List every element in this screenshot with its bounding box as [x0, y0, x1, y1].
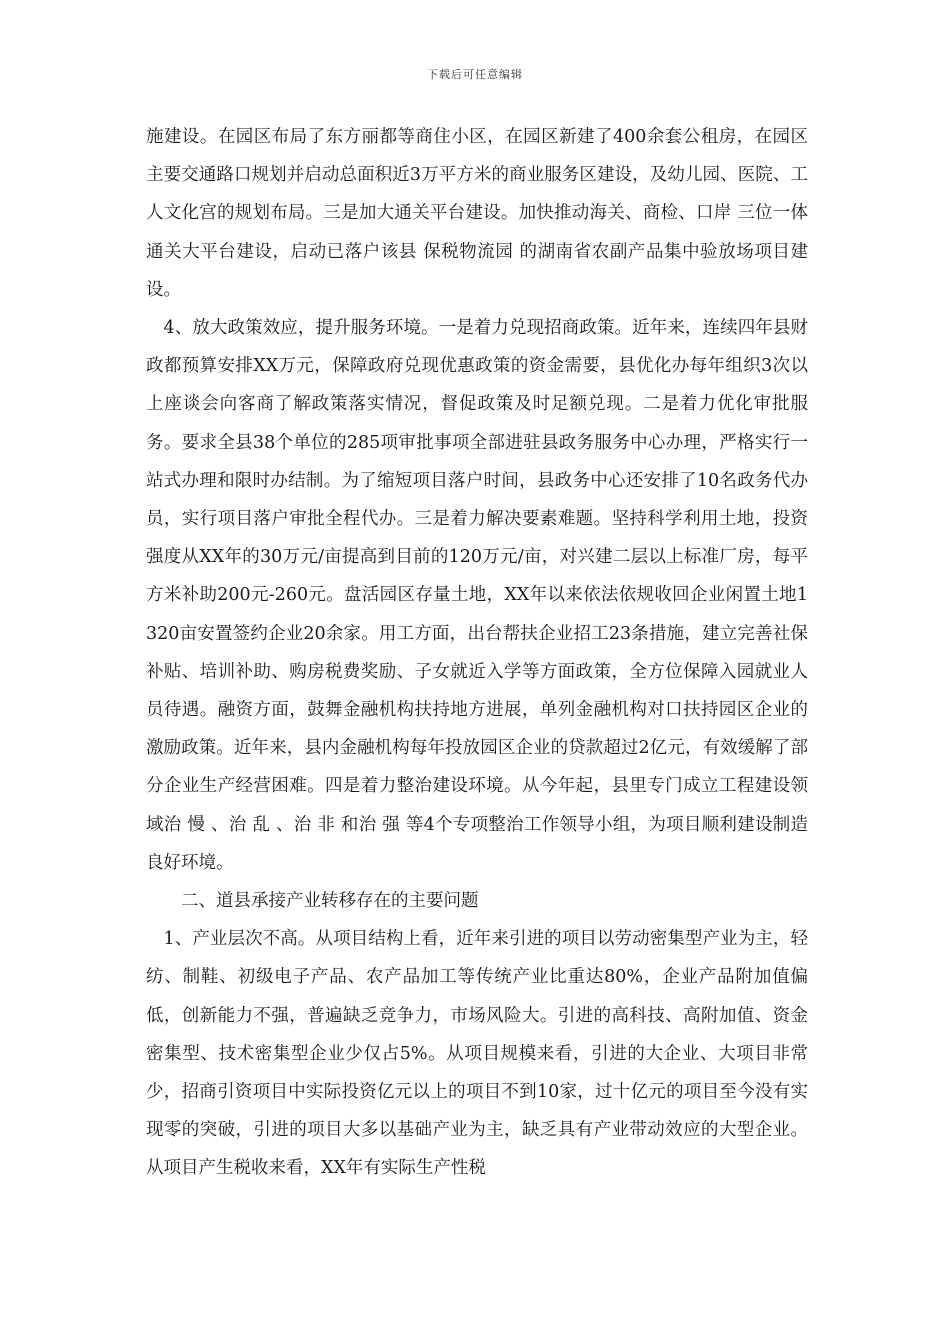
- paragraph-policy-effect: 4、放大政策效应，提升服务环境。一是着力兑现招商政策。近年来，连续四年县财政都预算安排XX万元，保障政府兑现优惠政策的资金需要，县优化办每年组织3次以上座谈会向客商了解政策落实情况，督促政策及时足额兑现。二是着力优化审批服务。要求全县38个单位的285项审批事项全部进驻县政务服务中心办理，严格实行一站式办理和限时办结制。为了缩短项目落户时间，县政务中心还安排了10名政务代办员，实行项目落户审批全程代办。三是着力解决要素难题。坚持科学利用土地，投资强度从XX年的30万元/亩提高到目前的120万元/亩，对兴建二层以上标准厂房，每平方米补助200元-260元。盘活园区存量土地，XX年以来依法依规收回企业闲置土地1320亩安置签约企业20余家。用工方面，出台帮扶企业招工23条措施，建立完善社保补贴、培训补助、购房税费奖励、子女就近入学等方面政策，全方位保障入园就业人员待遇。融资方面，鼓舞金融机构扶持地方进展，单列金融机构对口扶持园区企业的激励政策。近年来，县内金融机构每年投放园区企业的贷款超过2亿元，有效缓解了部分企业生产经营困难。四是着力整治建设环境。从今年起，县里专门成立工程建设领域治 慢 、治 乱 、治 非 和治 强 等4个专项整治工作领导小组，为项目顺利建设制造良好环境。: [146, 318, 808, 873]
- page-header: 下载后可任意编辑: [427, 68, 523, 81]
- paragraph-industry-level: 1、产业层次不高。从项目结构上看，近年来引进的项目以劳动密集型产业为主，轻纺、制鞋、初级电子产品、农产品加工等传统产业比重达80%，企业产品附加值偏低，创新能力不强，普遍缺乏竞争力，市场风险大。引进的高科技、高附加值、资金密集型、技术密集型企业少仅占5%。从项目规模来看，引进的大企业、大项目非常少，招商引资项目中实际投资亿元以上的项目不到10家，过十亿元的项目至今没有实现零的突破，引进的项目大多以基础产业为主，缺乏具有产业带动效应的大型企业。从项目产生税收来看，XX年有实际生产性税: [146, 929, 808, 1179]
- document-body: [146, 118, 808, 1188]
- section-heading-main-problems: 二、道县承接产业转移存在的主要问题: [181, 891, 479, 912]
- paragraph-facility-construction: 施建设。在园区布局了东方丽都等商住小区，在园区新建了400余套公租房，在园区主要交通路口规划并启动总面积近3万平方米的商业服务区建设，及幼儿园、医院、工人文化宫的规划布局。三是加大通关平台建设。加快推动海关、商检、口岸 三位一体 通关大平台建设，启动已落户该县 保税物流园 的湖南省农副产品集中验放场项目建设。: [146, 127, 808, 300]
